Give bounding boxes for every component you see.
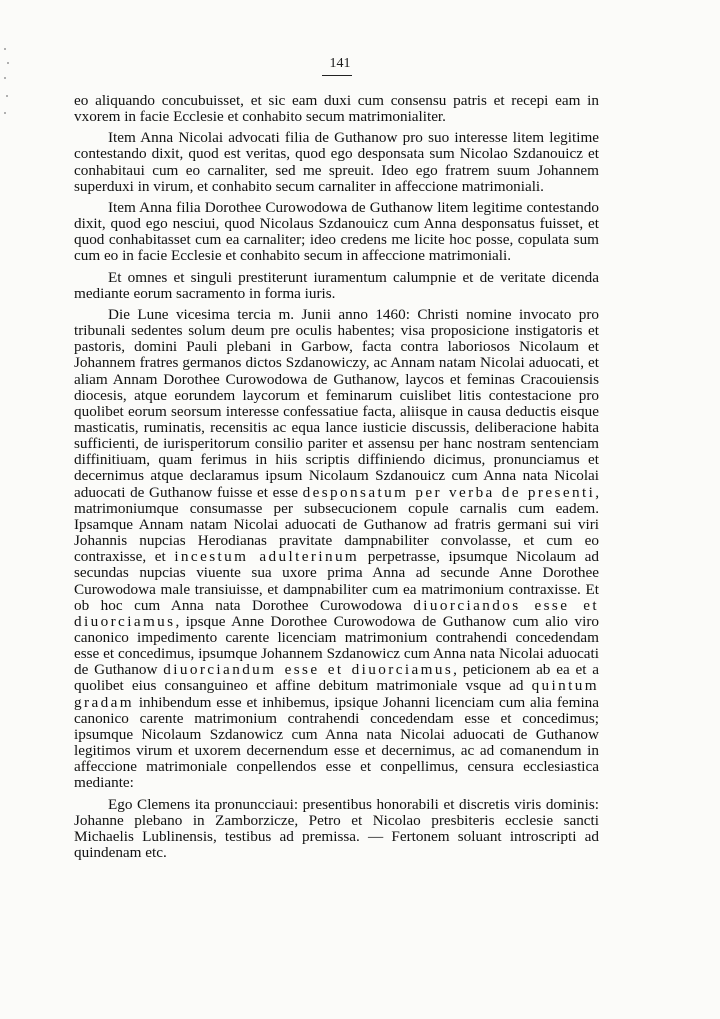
spaced-phrase-1: desponsatum per verba de presenti: [302, 483, 596, 501]
paragraph-sentence: [74, 307, 599, 792]
sentence-text-3: perpetrasse, ipsumque Nicolaum ad secundas nupcias viuente sua uxore prima Anna ad secunde Anne Dorothee Curowodowa male transiuisse, et dampnabiliter cum ea matrimonium contraxisse. Et ob hoc cum Anna nata Dorothee Curowodowa: [74, 548, 599, 614]
sentence-text-1: Die Lune vicesima tercia m. Junii anno 1460: Christi nomine invocato pro tribunali sedentes solum deum pre oculis habentes; visa proposicione instigatoris et pastoris, domini Pauli plebani in Garbow, facta contra laboriosos Nicolaum et Johannem fratres germanos dictos Szdanowiczy, ac Annam natam Nicolai aduocati, et aliam Annam Dorothee Curowodowa de Guthanow, laycos et feminas Cracouiensis diocesis, atque eorundem laycorum et feminarum cuislibet litis contestacione pro quolibet eorum seorsum interesse confessatiue facta, aliisque in causa deductis eisque masticatis, ruminatis, recensitis ac equa lance iusticie discussis, deliberacione habita sufficienti, de iurisperitorum consilio pariter et assensu per hanc nostram sentenciam diffinitiuam, quam ferimus in hiis scriptis diffiniendo dicimus, pronunciamus et decernimus atque declaramus ipsum Nicolaum Szdanouicz cum Anna nata Nicolai aduocati de Guthanow fuisse et esse: [74, 305, 599, 501]
paragraph-3: Item Anna filia Dorothee Curowodowa de Guthanow litem legitime contestando dixit, quod ego nesciui, quod Nicolaus Szdanouicz cum Anna desponsatus fuisset, et quod conhabitasset cum ea carnaliter; ideo credens me licite hoc posse, copulata sum cum eo in facie Ecclesie et conhabito secum in affeccione matrimoniali.: [74, 198, 599, 265]
page-number: 141: [329, 56, 351, 71]
spaced-phrase-3: diuorciandos esse et diuorciamus: [74, 596, 599, 630]
page-number-rule: [322, 75, 352, 76]
spaced-phrase-5: quintum gradam: [74, 677, 599, 711]
sentence-text-4: , ipsque Anne Dorothee Curowodowa de Guthanow cum alio viro canonico impedimento carente licenciam matrimonium contrahendi concedendam esse et concedimus, ipsumque Johannem Szdanowicz cum Anna nata Nicolai aduocati de Guthanow: [74, 612, 599, 679]
paragraph-1: eo aliquando concubuisset, et sic eam duxi cum consensu patris et recepi eam in vxorem in facie Ecclesie et conhabito secum matrimonialiter.: [74, 92, 599, 126]
spaced-phrase-4: diuorciandum esse et diuorciamus: [163, 661, 454, 679]
sentence-text-5: , peticionem ab ea et a quolibet eius consanguineo et affine debitum matrimoniale vsque ad: [74, 661, 600, 695]
paragraph-4: Et omnes et singuli prestiterunt iuramentum calumpnie et de veritate dicenda mediante eorum sacramento in forma iuris.: [74, 268, 599, 302]
margin-specks: [0, 40, 14, 130]
paragraph-2: Item Anna Nicolai advocati filia de Guthanow pro suo interesse litem legitime contestando dixit, quod est veritas, quod ego desponsata sum Nicolao Szdanouicz et conhabitaui cum eo carnaliter, sed me spreuit. Ideo ego fratrem suum Johannem superduxi in virum, et conhabito secum carnaliter in affeccione matrimoniali.: [74, 129, 599, 195]
spaced-phrase-2: incestum adulterinum: [174, 548, 360, 566]
sentence-text-6: inhibendum esse et inhibemus, ipsique Johanni licenciam cum alia femina canonico carente matrimonium contrahendi concedendam esse et concedimus; ipsumque Nicolaum Szdanowicz cum Anna nata Nicolai aduocati de Guthanow legitimos virum et uxorem decernendum esse et decernimus, ac ad comanendum in affeccione matrimoniale conpellendos esse et conpellimus, censura ecclesiastica mediante:: [74, 693, 599, 792]
sentence-text-2: , matrimoniumque consumasse per subsecucionem copule carnalis cum eadem. Ipsamque Annam natam Nicolai aduocati de Guthanow ad fratris germani sui viri Johannis nupcias Herodianas pravitate dampnabiliter convolasse, et cum eo contraxisse, et: [74, 483, 599, 566]
closing-paragraph: Ego Clemens ita pronuncciaui: presentibus honorabili et discretis viris dominis: Johanne plebano in Zamborzicze, Petro et Nicolao presbiteris ecclesie sancti Michaelis Lublinensis, testibus ad premissa. — Fertonem soluant introscripti ad quindenam etc.: [74, 795, 599, 862]
body-text: [74, 93, 599, 861]
